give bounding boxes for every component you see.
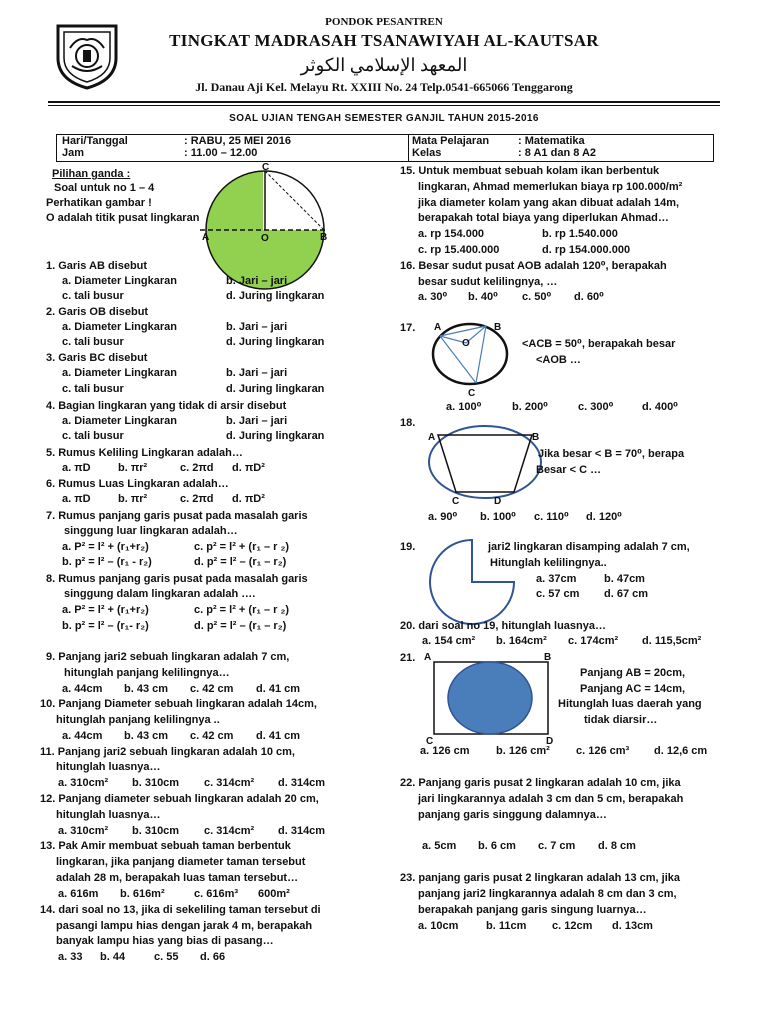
circle-figure-1: [200, 164, 330, 284]
option-a[interactable]: a. P² = l² + (r₁+r₂): [62, 541, 149, 553]
school-address: Jl. Danau Aji Kel. Melayu Rt. XXIII No. 24 Telp.0541-665066 Tenggarong: [195, 80, 573, 94]
option-b[interactable]: b. 200⁰: [512, 401, 549, 413]
label-C: C: [452, 496, 460, 507]
option-d[interactable]: d. πD²: [232, 493, 265, 505]
option-a[interactable]: a. Diameter Lingkaran: [62, 321, 177, 333]
question-19-text: Hitunglah kelilingnya..: [490, 557, 607, 569]
label-C: C: [262, 162, 270, 173]
option-c[interactable]: c. 42 cm: [190, 730, 234, 742]
option-a[interactable]: a. 30⁰: [418, 291, 448, 303]
question-8: 8. Rumus panjang garis pusat pada masalah garis: [46, 573, 308, 585]
option-d[interactable]: d. Juring lingkaran: [226, 336, 325, 348]
question-13-cont: lingkaran, jika panjang diameter taman tersebut: [56, 856, 306, 868]
option-a[interactable]: a. P² = l² + (r₁+r₂): [62, 604, 149, 616]
option-c[interactable]: c. 2πd: [180, 493, 214, 505]
option-c[interactable]: c. 7 cm: [538, 840, 576, 852]
school-name: TINGKAT MADRASAH TSANAWIYAH AL-KAUTSAR: [169, 31, 599, 50]
option-d[interactable]: d. 12,6 cm: [654, 745, 708, 757]
question-21-text: tidak diarsir…: [584, 714, 658, 726]
option-c[interactable]: c. 50⁰: [522, 291, 552, 303]
option-c[interactable]: c. tali busur: [62, 290, 124, 302]
question-18-text: Jika besar < B = 70⁰, berapa: [538, 448, 685, 460]
option-c[interactable]: c. 55: [154, 951, 179, 963]
school-arabic-name: المعهد الإسلامي الكوثر: [300, 55, 468, 75]
option-a[interactable]: a. πD: [62, 462, 91, 474]
option-d[interactable]: d. 67 cm: [604, 588, 649, 600]
rect-circle-figure-21: [420, 650, 560, 746]
option-c[interactable]: c. 57 cm: [536, 588, 580, 600]
option-b[interactable]: b. 100⁰: [480, 511, 517, 523]
option-c[interactable]: c. 314cm²: [204, 777, 255, 789]
option-b[interactable]: b. Jari – jari: [226, 321, 288, 333]
option-a[interactable]: a. Diameter Lingkaran: [62, 367, 177, 379]
option-d[interactable]: 600m²: [258, 888, 290, 900]
option-a[interactable]: a. 154 cm²: [422, 635, 476, 647]
question-23-cont: berapakah panjang garis singung luarnya…: [418, 904, 647, 916]
label-O: O: [261, 233, 269, 244]
option-c[interactable]: c. 616m³: [194, 888, 239, 900]
option-c[interactable]: c. p² = l² + (r₁ – r ₂): [194, 604, 290, 616]
option-b[interactable]: b. 616m²: [120, 888, 165, 900]
option-c[interactable]: c. 42 cm: [190, 683, 234, 695]
question-7-cont: singgung luar lingkaran adalah…: [64, 525, 238, 537]
option-d[interactable]: d. 120⁰: [586, 511, 623, 523]
option-d[interactable]: d. 41 cm: [256, 730, 301, 742]
question-10-cont: hitunglah panjang kelilingnya ..: [56, 714, 220, 726]
trapezoid-figure-18: [424, 418, 544, 510]
label-A: A: [202, 232, 210, 243]
question-18-text: Besar < C …: [536, 464, 602, 476]
question-15-cont: lingkaran, Ahmad memerlukan biaya rp 100.000/m²: [418, 181, 683, 193]
org-name: PONDOK PESANTREN: [325, 16, 443, 28]
option-c[interactable]: c. 110⁰: [534, 511, 569, 523]
question-19-text: jari2 lingkaran disamping adalah 7 cm,: [488, 541, 690, 553]
exam-info-box: [56, 134, 714, 162]
question-10: 10. Panjang Diameter sebuah lingkaran adalah 14cm,: [40, 698, 317, 710]
option-a[interactable]: a. 37cm: [536, 573, 577, 585]
question-8-cont: singgung dalam lingkaran adalah ….: [64, 588, 256, 600]
option-d[interactable]: d. 314cm: [278, 825, 326, 837]
label-A: A: [428, 432, 436, 443]
question-12: 12. Panjang diameter sebuah lingkaran adalah 20 cm,: [40, 793, 319, 805]
question-20: 20. dari soal no 19, hitunglah luasnya…: [400, 620, 606, 632]
question-16: 16. Besar sudut pusat AOB adalah 120⁰, berapakah: [400, 260, 667, 272]
question-14: 14. dari soal no 13, jika di sekeliling taman tersebut di: [40, 904, 321, 916]
question-23: 23. panjang garis pusat 2 lingkaran adalah 13 cm, jika: [400, 872, 681, 884]
question-17: 17.: [400, 322, 416, 334]
question-21-text: Panjang AC = 14cm,: [580, 683, 686, 695]
question-3: 3. Garis BC disebut: [46, 352, 148, 364]
question-17-text: <ACB = 50⁰, berapakah besar: [522, 338, 676, 350]
option-a[interactable]: a. 44cm: [62, 683, 103, 695]
label-B: B: [544, 652, 552, 663]
question-1: 1. Garis AB disebut: [46, 260, 148, 272]
time-value: : 11.00 – 12.00: [184, 147, 258, 159]
question-21-text: Hitunglah luas daerah yang: [558, 698, 702, 710]
question-19: 19.: [400, 541, 416, 553]
option-b[interactable]: b. Jari – jari: [226, 275, 288, 287]
label-B: B: [320, 232, 328, 243]
class-label: Kelas: [412, 147, 442, 159]
intro-line: Perhatikan gambar !: [46, 197, 152, 209]
question-12-cont: hitunglah luasnya…: [56, 809, 161, 821]
option-c[interactable]: c. 174cm²: [568, 635, 619, 647]
question-15-cont: berapakah total biaya yang diperlukan Ahmad…: [418, 212, 669, 224]
option-a[interactable]: a. 616m: [58, 888, 99, 900]
option-d[interactable]: d. 8 cm: [598, 840, 636, 852]
option-b[interactable]: b. 164cm²: [496, 635, 547, 647]
option-b[interactable]: b. rp 1.540.000: [542, 228, 618, 240]
day-label: Hari/Tanggal: [62, 135, 128, 147]
option-b[interactable]: b. 40⁰: [468, 291, 498, 303]
time-label: Jam: [62, 147, 85, 159]
option-d[interactable]: d. rp 154.000.000: [542, 244, 631, 256]
option-b[interactable]: b. πr²: [118, 493, 148, 505]
option-b[interactable]: b. 43 cm: [124, 683, 169, 695]
option-d[interactable]: d. 115,5cm²: [642, 635, 702, 647]
exam-title: SOAL UJIAN TENGAH SEMESTER GANJIL TAHUN 2015-2016: [229, 113, 539, 124]
option-b[interactable]: b. 310cm: [132, 825, 180, 837]
label-B: B: [494, 322, 502, 333]
option-a[interactable]: a. 10cm: [418, 920, 459, 932]
label-O: O: [462, 338, 470, 349]
question-23-cont: panjang jari2 lingkarannya adalah 8 cm dan 3 cm,: [418, 888, 677, 900]
question-18: 18.: [400, 417, 416, 429]
option-b[interactable]: b. 11cm: [486, 920, 527, 932]
question-11: 11. Panjang jari2 sebuah lingkaran adalah 10 cm,: [40, 746, 295, 758]
option-d[interactable]: d. πD²: [232, 462, 265, 474]
header-rule-thin: [48, 105, 720, 106]
option-d[interactable]: d. 13cm: [612, 920, 653, 932]
question-22-cont: jari lingkarannya adalah 3 cm dan 5 cm, berapakah: [418, 793, 684, 805]
option-b[interactable]: b. p² = l² – (r₁ - r₂): [62, 556, 152, 568]
option-c[interactable]: c. 2πd: [180, 462, 214, 474]
option-a[interactable]: a. 5cm: [422, 840, 457, 852]
question-15-cont: jika diameter kolam yang akan dibuat adalah 14m,: [418, 197, 680, 209]
exam-info-divider: [408, 134, 409, 162]
option-d[interactable]: d. 66: [200, 951, 226, 963]
option-a[interactable]: a. 310cm²: [58, 777, 109, 789]
question-17-text: <AOB …: [536, 354, 581, 366]
option-d[interactable]: d. Juring lingkaran: [226, 290, 325, 302]
option-b[interactable]: b. 44: [100, 951, 126, 963]
option-b[interactable]: b. 310cm: [132, 777, 180, 789]
option-a[interactable]: a. 33: [58, 951, 83, 963]
option-a[interactable]: a. 100⁰: [446, 401, 482, 413]
option-c[interactable]: c. 126 cm³: [576, 745, 630, 757]
question-9: 9. Panjang jari2 sebuah lingkaran adalah 7 cm,: [46, 651, 290, 663]
label-C: C: [468, 388, 476, 399]
option-b[interactable]: b. 6 cm: [478, 840, 516, 852]
label-A: A: [434, 322, 442, 333]
intro-line: O adalah titik pusat lingkaran: [46, 212, 200, 224]
option-b[interactable]: b. 47cm: [604, 573, 645, 585]
option-c[interactable]: c. p² = l² + (r₁ – r ₂): [194, 541, 290, 553]
option-a[interactable]: a. 90⁰: [428, 511, 458, 523]
header-rule: [48, 101, 720, 103]
option-c[interactable]: c. 300⁰: [578, 401, 614, 413]
option-c[interactable]: c. 12cm: [552, 920, 593, 932]
question-16-cont: besar sudut kelilingnya, …: [418, 276, 558, 288]
option-b[interactable]: b. 43 cm: [124, 730, 169, 742]
option-b[interactable]: b. Jari – jari: [226, 415, 288, 427]
option-c[interactable]: c. rp 15.400.000: [418, 244, 500, 256]
option-d[interactable]: d. 400⁰: [642, 401, 679, 413]
option-b[interactable]: b. πr²: [118, 462, 148, 474]
label-B: B: [532, 432, 540, 443]
option-a[interactable]: a. 44cm: [62, 730, 103, 742]
option-a[interactable]: a. rp 154.000: [418, 228, 485, 240]
option-b[interactable]: b. Jari – jari: [226, 367, 288, 379]
question-13: 13. Pak Amir membuat sebuah taman berbentuk: [40, 840, 291, 852]
class-value: : 8 A1 dan 8 A2: [518, 147, 597, 159]
option-d[interactable]: d. 41 cm: [256, 683, 301, 695]
subject-value: : Matematika: [518, 135, 585, 147]
option-c[interactable]: c. 314cm²: [204, 825, 255, 837]
option-d[interactable]: d. 60⁰: [574, 291, 604, 303]
option-a[interactable]: a. πD: [62, 493, 91, 505]
option-a[interactable]: a. 310cm²: [58, 825, 109, 837]
question-21: 21.: [400, 652, 416, 664]
question-11-cont: hitunglah luasnya…: [56, 761, 161, 773]
label-D: D: [494, 496, 502, 507]
option-b[interactable]: b. p² = l² – (r₁- r₂): [62, 620, 149, 632]
option-b[interactable]: b. 126 cm²: [496, 745, 550, 757]
question-9-cont: hitunglah panjang kelilingnya…: [64, 667, 230, 679]
question-4: 4. Bagian lingkaran yang tidak di arsir disebut: [46, 400, 287, 412]
option-d[interactable]: d. 314cm: [278, 777, 326, 789]
option-c[interactable]: c. tali busur: [62, 383, 124, 395]
question-13-cont: adalah 28 m, berapakah luas taman tersebut…: [56, 872, 299, 884]
question-2: 2. Garis OB disebut: [46, 306, 149, 318]
question-7: 7. Rumus panjang garis pusat pada masalah garis: [46, 510, 308, 522]
option-c[interactable]: c. tali busur: [62, 336, 124, 348]
question-5: 5. Rumus Keliling Lingkaran adalah…: [46, 447, 243, 459]
option-a[interactable]: a. Diameter Lingkaran: [62, 415, 177, 427]
question-21-text: Panjang AB = 20cm,: [580, 667, 686, 679]
question-6: 6. Rumus Luas Lingkaran adalah…: [46, 478, 229, 490]
day-value: : RABU, 25 MEI 2016: [184, 135, 291, 147]
question-14-cont: banyak lampu hias yang bias di pasang…: [56, 935, 274, 947]
question-22-cont: panjang garis singgung dalamnya…: [418, 809, 607, 821]
section-heading: Pilihan ganda :: [52, 168, 131, 180]
label-A: A: [424, 652, 432, 663]
option-a[interactable]: a. Diameter Lingkaran: [62, 275, 177, 287]
option-d[interactable]: d. p² = l² – (r₁ – r₂): [194, 556, 287, 568]
circle-figure-17: [428, 318, 518, 398]
question-15: 15. Untuk membuat sebuah kolam ikan berbentuk: [400, 165, 660, 177]
option-d[interactable]: d. Juring lingkaran: [226, 383, 325, 395]
label-C: C: [426, 736, 434, 747]
question-22: 22. Panjang garis pusat 2 lingkaran adalah 10 cm, jika: [400, 777, 681, 789]
question-14-cont: pasangi lampu hias dengan jarak 4 m, berapakah: [56, 920, 313, 932]
option-d[interactable]: d. Juring lingkaran: [226, 430, 325, 442]
option-a[interactable]: a. 126 cm: [420, 745, 470, 757]
subject-label: Mata Pelajaran: [412, 135, 490, 147]
label-D: D: [546, 736, 554, 747]
intro-line: Soal untuk no 1 – 4: [54, 182, 155, 194]
option-c[interactable]: c. tali busur: [62, 430, 124, 442]
option-d[interactable]: d. p² = l² – (r₁ – r₂): [194, 620, 287, 632]
